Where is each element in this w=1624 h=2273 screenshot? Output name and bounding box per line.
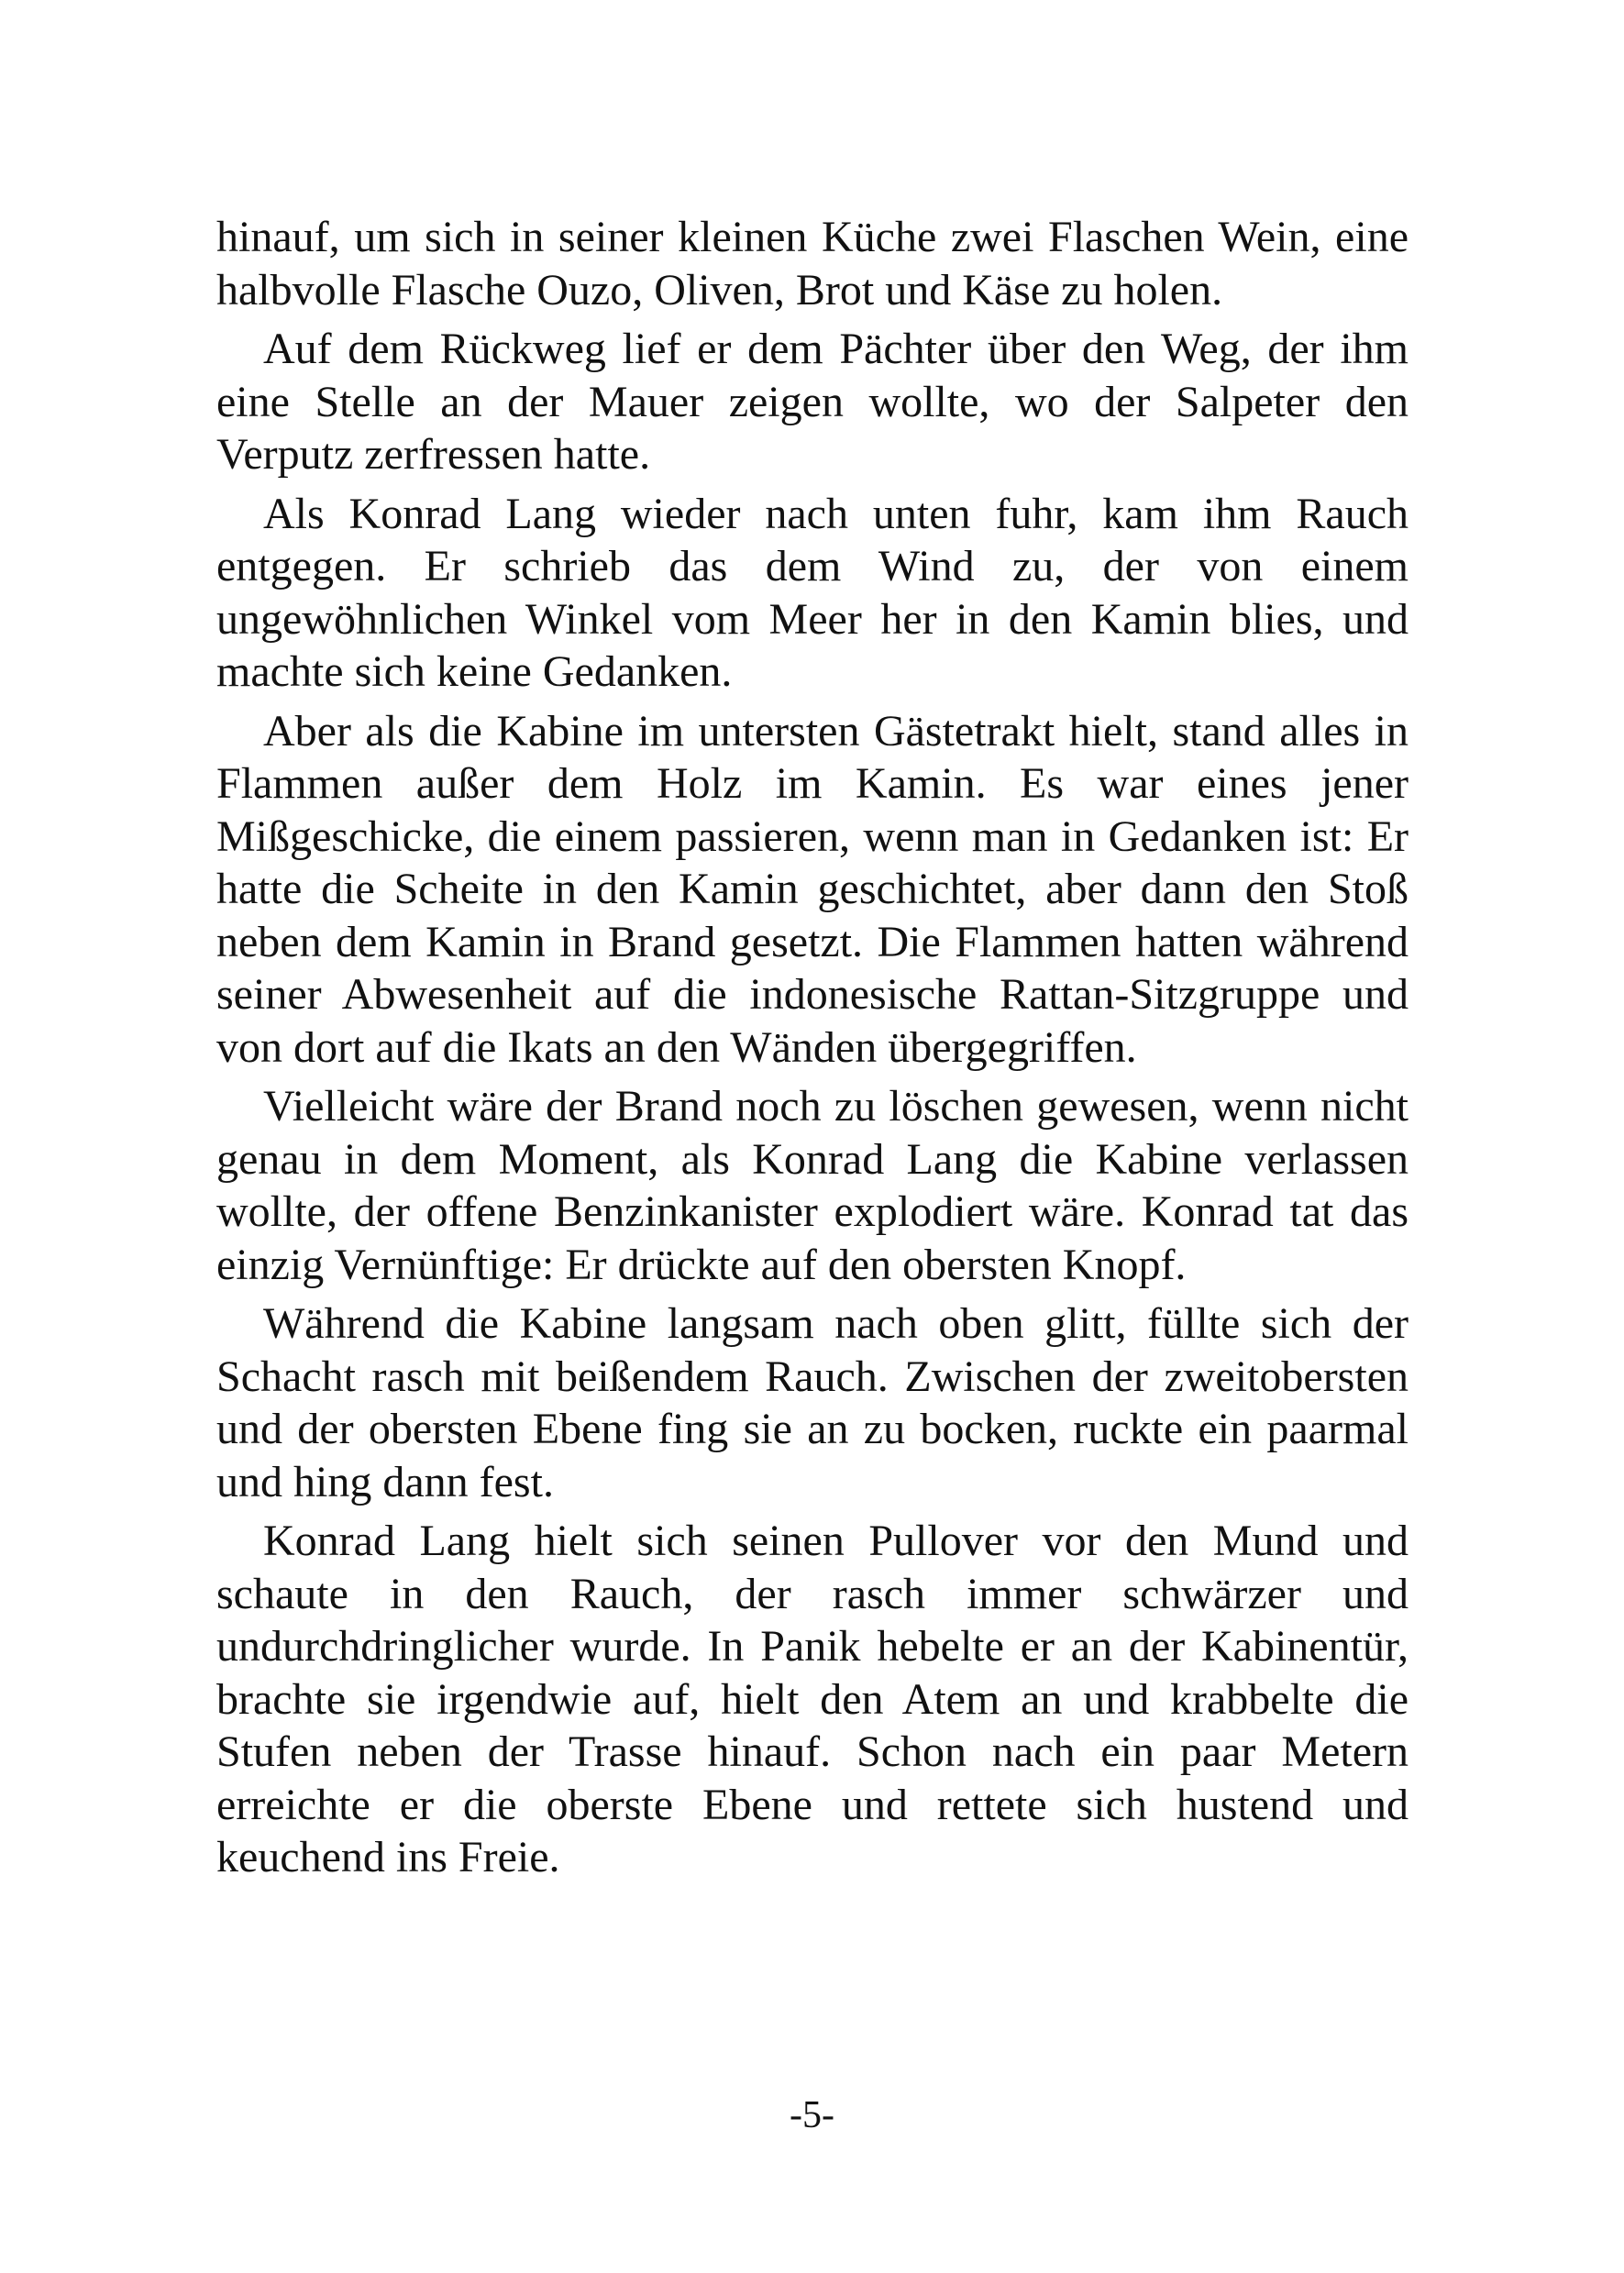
paragraph: Während die Kabine langsam nach oben glitt, füllte sich der Schacht rasch mit beißendem Rauch. Zwischen der zweitobersten und der obersten Ebene fing sie an zu bocken, ruckte ein paarmal und hing dann fest. bbox=[216, 1299, 1409, 1506]
paragraph: Auf dem Rückweg lief er dem Pächter über den Weg, der ihm eine Stelle an der Mauer zeigen wollte, wo der Salpeter den Verputz zerfressen hatte. bbox=[216, 325, 1409, 479]
paragraph: Als Konrad Lang wieder nach unten fuhr, kam ihm Rauch entgegen. Er schrieb das dem Wind zu, der von einem ungewöhnlichen Winkel vom Meer her in den Kamin blies, und machte sich keine Gedanken. bbox=[216, 489, 1409, 696]
paragraph-continued: hinauf, um sich in seiner kleinen Küche zwei Flaschen Wein, eine halbvolle Flasche Ouzo, Oliven, Brot und Käse zu holen. bbox=[216, 213, 1409, 314]
paragraph: Aber als die Kabine im untersten Gästetrakt hielt, stand alles in Flammen außer dem Holz im Kamin. Es war eines jener Mißgeschicke, die einem passieren, wenn man in Gedanken ist: Er hatte die Scheite in den Kamin geschichtet, aber dann den Stoß neben dem Kamin in Brand gesetzt. Die Flammen hatten während seiner Abwesenheit auf die indonesische Rattan-Sitzgruppe und von dort auf die Ikats an den Wänden übergegriffen. bbox=[216, 706, 1409, 1072]
body-text bbox=[216, 211, 1409, 1891]
page-number: -5- bbox=[790, 2094, 834, 2136]
paragraph: Konrad Lang hielt sich seinen Pullover vor den Mund und schaute in den Rauch, der rasch immer schwärzer und undurchdringlicher wurde. In Panik hebelte er an der Kabinentür, brachte sie irgendwie auf, hielt den Atem an und krabbelte die Stufen neben der Trasse hinauf. Schon nach ein paar Metern erreichte er die oberste Ebene und rettete sich hustend und keuchend ins Freie. bbox=[216, 1517, 1409, 1881]
paragraph: Vielleicht wäre der Brand noch zu löschen gewesen, wenn nicht genau in dem Moment, als Konrad Lang die Kabine verlassen wollte, der offene Benzinkanister explodiert wäre. Konrad tat das einzig Vernünftige: Er drückte auf den obersten Knopf. bbox=[216, 1082, 1409, 1289]
